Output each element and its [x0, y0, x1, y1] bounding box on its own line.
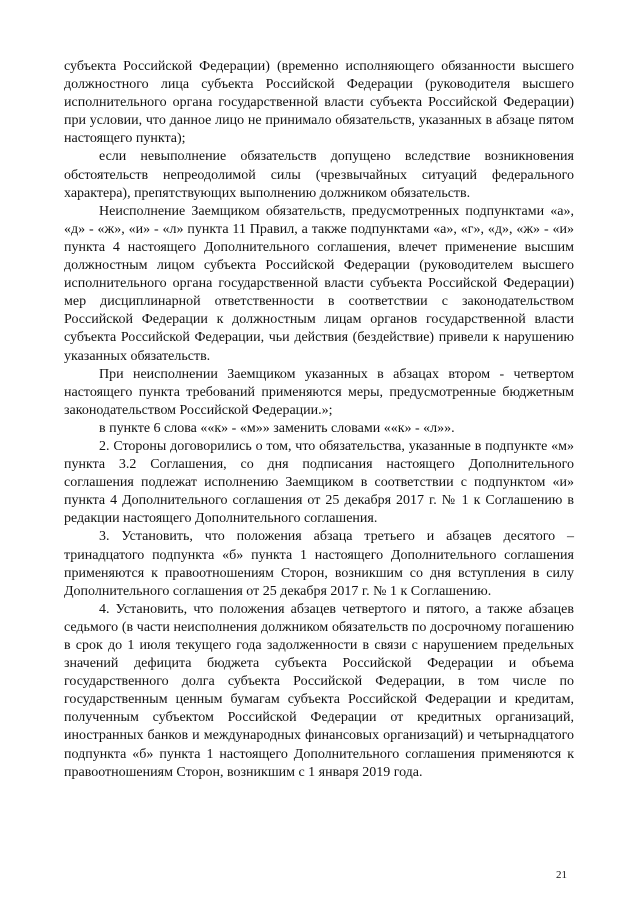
page-number: 21 [556, 869, 567, 881]
paragraph-3: Неисполнение Заемщиком обязательств, предусмотренных подпунктами «а», «д» - «ж», «и» - «л» пункта 11 Правил, а также подпунктами «а», «г», «д», «ж» - «и» пункта 4 настоящего Дополнительного соглашения, влечет применение высшим должностным лицом субъекта Российской Федерации (руководителем высшего исполнительного органа государственной власти субъекта Российской Федерации) мер дисциплинарной ответственности в соответствии с законодательством Российской Федерации к должностным лицам органов государственной власти субъекта Российской Федерации, чьи действия (бездействие) привели к нарушению указанных обязательств. [64, 203, 574, 364]
paragraph-item-2: 2. Стороны договорились о том, что обязательства, указанные в подпункте «м» пункта 3.2 Соглашения, со дня подписания настоящего Дополнительного соглашения подлежат исполнению Заемщиком в соответствии с подпунктом «и» пункта 4 Дополнительного соглашения от 25 декабря 2017 г. № 1 к Соглашению в редакции настоящего Дополнительного соглашения. [64, 438, 574, 527]
document-body [64, 58, 574, 782]
paragraph-2: если невыполнение обязательств допущено вследствие возникновения обстоятельств непреодолимой силы (чрезвычайных ситуаций федерального характера), препятствующих выполнению должником обязательств. [64, 149, 574, 201]
paragraph-4: При неисполнении Заемщиком указанных в абзацах втором - четвертом настоящего пункта требований применяются меры, предусмотренные бюджетным законодательством Российской Федерации.»; [64, 366, 574, 418]
paragraph-1: субъекта Российской Федерации) (временно исполняющего обязанности высшего должностного лица субъекта Российской Федерации (руководителя высшего исполнительного органа государственной власти субъекта Российской Федерации) при условии, что данное лицо не принимало обязательств, указанных в абзаце пятом настоящего пункта); [64, 59, 574, 147]
paragraph-5: в пункте 6 слова ««к» - «м»» заменить словами ««к» - «л»». [99, 420, 455, 436]
paragraph-item-3: 3. Установить, что положения абзаца третьего и абзацев десятого – тринадцатого подпункта «б» пункта 1 настоящего Дополнительного соглашения применяются к правоотношениям Сторон, возникшим со дня вступления в силу Дополнительного соглашения от 25 декабря 2017 г. № 1 к Соглашению. [64, 529, 574, 599]
paragraph-item-4: 4. Установить, что положения абзацев четвертого и пятого, а также абзацев седьмого (в части неисполнения должником обязательств по досрочному погашению в срок до 1 июля текущего года задолженности в связи с нарушением предельных значений дефицита бюджета субъекта Российской Федерации и объема государственного долга субъекта Российской Федерации, в том числе по государственным ценным бумагам субъекта Российской Федерации и кредитам, полученным субъектом Российской Федерации от кредитных организаций, иностранных банков и международных финансовых организаций) и четырнадцатого подпункта «б» пункта 1 настоящего Дополнительного соглашения применяются к правоотношениям Сторон, возникшим с 1 января 2019 года. [64, 601, 574, 780]
